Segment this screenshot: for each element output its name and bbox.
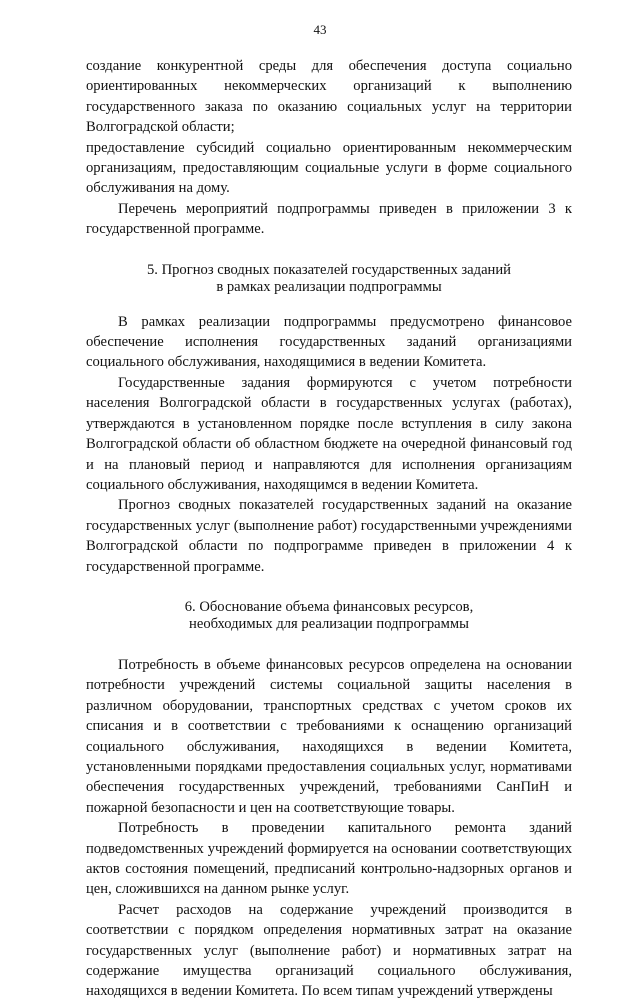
section-5-heading xyxy=(86,262,572,296)
spacer xyxy=(86,296,572,312)
page-number: 43 xyxy=(313,22,327,37)
paragraph-subsidies: предоставление субсидий социально ориентированным некоммерческим организациям, предоставляющим социальные услуги в форме социального обслуживания на дому. xyxy=(86,139,572,197)
paragraph-financial-provision: В рамках реализации подпрограммы предусмотрено финансовое обеспечение исполнения государственных заданий организациями социального обслуживания, находящимися в ведении Комитета. xyxy=(86,313,572,371)
page-body xyxy=(86,56,572,1002)
section-6-heading xyxy=(86,599,572,633)
paragraph-measures-list: Перечень мероприятий подпрограммы приведен в приложении 3 к государственной программе. xyxy=(86,200,572,238)
section-6-heading-line2: необходимых для реализации подпрограммы xyxy=(189,615,469,632)
paragraph-forecast: Прогноз сводных показателей государственных заданий на оказание государственных услуг (выполнение работ) государственными учреждениями Волгоградской области по подпрограмме приведен в приложении 4 к государственной программе. xyxy=(86,497,572,575)
paragraph-state-assignments: Государственные задания формируются с учетом потребности населения Волгоградской области в государственных услугах (работах), утверждаются в установленном порядке после вступления в силу закона Волгоградской области об областном бюджете на очередной финансовый год и на плановый период и направляются для исполнения организациям социального обслуживания, находящимся в ведении Комитета. xyxy=(86,374,572,493)
section-5-heading-line1: 5. Прогноз сводных показателей государственных заданий xyxy=(147,261,511,278)
spacer xyxy=(86,577,572,599)
paragraph-maintenance-costs: Расчет расходов на содержание учреждений производится в соответствии с порядком определения нормативных затрат на оказание государственных услуг (выполнение работ) и нормативных затрат на содержание имущества организаций социального обслуживания, находящихся в ведении Комитета. По всем типам учреждений утверждены xyxy=(86,901,572,1000)
section-5-heading-line2: в рамках реализации подпрограммы xyxy=(216,278,442,295)
paragraph-resource-need: Потребность в объеме финансовых ресурсов определена на основании потребности учреждений системы социальной защиты населения в различном оборудовании, транспортных средствах с учетом сроков их списания и в соответствии с требованиями к оснащению организаций социального обслуживания, находящихся в ведении Комитета, установленными порядками предоставления социальных услуг, нормативами обеспечения государственных учреждений, требованиями СанПиН и пожарной безопасности и цен на соответствующие товары. xyxy=(86,656,572,816)
paragraph-capital-repair: Потребность в проведении капитального ремонта зданий подведомственных учреждений формируется на основании соответствующих актов состояния помещений, предписаний контрольно-надзорных органов и цен, сложившихся на данном рынке услуг. xyxy=(86,820,572,898)
section-6-heading-line1: 6. Обоснование объема финансовых ресурсов, xyxy=(184,598,474,615)
spacer xyxy=(86,633,572,655)
paragraph-tender-environment: создание конкурентной среды для обеспечения доступа социально ориентированных некоммерческих организаций к выполнению государственного заказа по оказанию социальных услуг на территории Волгоградской области; xyxy=(86,58,572,136)
spacer xyxy=(86,240,572,262)
